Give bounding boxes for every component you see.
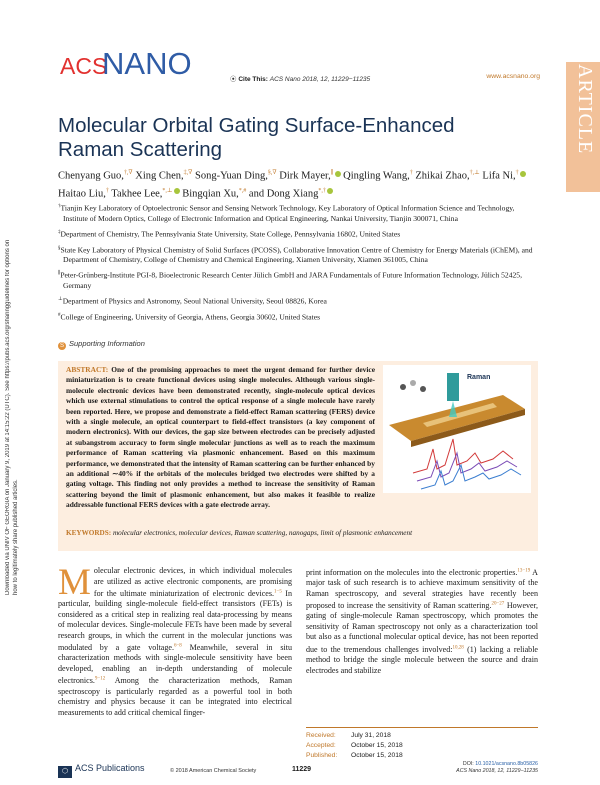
keywords-label: KEYWORDS:	[66, 529, 112, 537]
author[interactable]: Dirk Mayer,	[279, 170, 331, 182]
supporting-info-icon: S	[59, 343, 64, 349]
citation-text: ACS Nano 2018, 12, 11229−11235	[269, 76, 371, 83]
author-affiliation-mark: †,∇	[123, 170, 133, 176]
body-text-segment: Among the characterization methods, Raman spectroscopy is particularly regarded as a powerful tool in both chemistry and physics because it can be integrated into electrical measurements to add critical chemical finger-	[58, 676, 292, 717]
author-affiliation-mark: *,†	[318, 187, 326, 194]
body-column-right	[306, 566, 538, 676]
author[interactable]: Zhikai Zhao,	[415, 170, 470, 182]
author[interactable]: Xing Chen,	[135, 170, 184, 182]
download-note: Downloaded via UNIV OF GEORGIA on January 9, 2019 at 14:15:22 (UTC). See https://pubs.acs.org/sharingguidelines for options on how to legitimately share published articles.	[5, 239, 19, 595]
date-row	[306, 731, 538, 741]
reference-citation[interactable]: 10,28	[452, 644, 464, 650]
lock-icon: ⦿	[230, 76, 237, 83]
author[interactable]: Haitao Liu,	[58, 188, 106, 199]
drop-cap: M	[58, 562, 91, 603]
journal-website-link[interactable]: www.acsnano.org	[486, 73, 540, 80]
citation-line[interactable]	[230, 74, 370, 83]
affiliation-mark: §	[58, 245, 61, 251]
supporting-information-link[interactable]	[58, 339, 145, 350]
author[interactable]: and Dong Xiang	[248, 188, 319, 199]
affiliation	[58, 202, 538, 224]
raman-label: Raman	[467, 374, 491, 381]
article-title: Molecular Orbital Gating Surface-Enhanced Raman Scattering	[58, 114, 455, 161]
page-number: 11229	[292, 766, 312, 773]
date-label: Published:	[306, 752, 338, 759]
body-text-segment: A major task of such research is to achieve maximum sensitivity of the Raman spectroscopy, and several strategies have recently been proposed to increase the sensitivity of Raman scattering.	[306, 567, 538, 610]
body-text-segment: olecular electronic devices, in which individual molecules are utilized as active electronic components, are promising for the ultimate miniaturization of electronic devices.	[93, 566, 292, 598]
orcid-icon[interactable]	[327, 188, 333, 194]
doi-block	[456, 761, 538, 775]
doi-link[interactable]: 10.1021/acsnano.8b05826	[475, 761, 538, 767]
acs-hexagon-icon: ⬡	[58, 766, 72, 778]
affiliation-text: College of Engineering, University of Georgia, Athens, Georgia 30602, United States	[60, 312, 321, 322]
author[interactable]: Bingqian Xu,	[182, 188, 239, 199]
affiliation	[58, 228, 538, 240]
journal-logo	[60, 42, 210, 82]
date-row	[306, 751, 538, 761]
author[interactable]: Qingling Wang,	[343, 170, 410, 182]
author-affiliation-mark: †	[105, 187, 109, 194]
abstract-graphic	[383, 365, 531, 493]
body-text-right	[306, 568, 538, 675]
affiliation-text: State Key Laboratory of Physical Chemistry of Solid Surfaces (PCOSS), Collaborative Innovation Centre of Chemistry for Energy Materials (iChEM), and Department of Chemistry, College of Chemistry and Chemical Engineering, Xiamen University, Xiamen 361005, China	[60, 245, 533, 265]
reference-citation[interactable]: 9−12	[94, 676, 106, 682]
publisher-name: ACS Publications	[75, 763, 145, 773]
copyright: © 2018 American Chemical Society	[170, 768, 257, 774]
reference-citation[interactable]: 20−27	[491, 601, 505, 607]
author-affiliation-mark: *,#	[238, 187, 247, 194]
abstract-text: One of the promising approaches to meet the urgent demand for further device miniaturization is to create functional devices using single molecules. Although various single-molecule electronic devices have been demonstrated recently, single-molecule optical devices which use external stimulations to control the optical response of a single molecule have rarely been reported. Here, we propose and demonstrate a field-effect Raman scattering (FERS) device with a single molecule, an optical counterpart to field-effect transistors (a key component of modern electronics). With our devices, the gap size between electrodes can be precisely adjusted at subangstrom accuracy to form single molecular junctions as well as to reach the maximum performance of Raman scattering via plasmonic enhancement. Based on this maximum performance, we demonstrated that the intensity of Raman scattering can be further enhanced by an additional ∼40% if the orbitals of the molecules bridged two electrodes were shifted by a gating voltage. This finding not only provides a method to increase the sensitivity of Raman scattering beyond the limit of plasmonic enhancement, but also makes it feasible to realize addressable functional FERS devices with a gate electrode array.	[66, 365, 375, 510]
objective-lens	[447, 373, 459, 401]
author-list	[58, 166, 538, 201]
cite-label: Cite This:	[238, 76, 268, 83]
orcid-icon[interactable]	[520, 171, 526, 177]
author[interactable]: Song-Yuan Ding,	[195, 170, 268, 182]
author-affiliation-mark: ‡,∇	[183, 170, 193, 176]
affiliation-list	[58, 202, 538, 327]
author[interactable]: Takhee Lee,	[111, 188, 163, 199]
body-text-segment: (1) lacking a reliable method to bridge the single molecule between the source and drain electrodes and stabilize	[306, 644, 538, 675]
keywords-text: molecular electronics, molecular devices, Raman scattering, nanogaps, limit of plasmonic enhancement	[112, 529, 413, 537]
affiliation	[58, 311, 538, 323]
doi-label: DOI:	[462, 761, 474, 767]
reference-citation[interactable]: 1−5	[274, 589, 282, 594]
author-affiliation-mark: †	[515, 170, 519, 176]
abstract	[66, 365, 531, 511]
affiliation-mark: ⊥	[58, 297, 63, 303]
molecule-atom	[400, 384, 406, 390]
keywords	[66, 529, 531, 537]
article-tab-label: ARTICLE	[574, 64, 596, 155]
date-label: Accepted:	[306, 742, 336, 749]
author[interactable]: Chenyang Guo,	[58, 170, 124, 182]
affiliation-text: Tianjin Key Laboratory of Optoelectronic Sensor and Sensing Network Technology, Key Laboratory of Optical Information Science and Technology, Institute of Modern Optics, College of Electronic Information and Optical Engineering, Nankai University, Tianjin 300071, China	[60, 203, 515, 223]
date-value: October 15, 2018	[351, 752, 403, 759]
affiliation-mark: ∥	[58, 271, 61, 277]
date-value: July 31, 2018	[351, 732, 391, 739]
affiliation	[58, 244, 538, 266]
reference-citation[interactable]: 13−19	[517, 568, 531, 573]
publication-dates	[306, 727, 538, 761]
affiliation-text: Department of Chemistry, The Pennsylvania State University, State College, Pennsylvania 16802, United States	[60, 229, 401, 239]
author-affiliation-mark: *,⊥	[162, 187, 173, 194]
affiliation	[58, 295, 538, 307]
abstract-label: ABSTRACT:	[66, 365, 109, 374]
orcid-icon[interactable]	[335, 171, 341, 177]
molecule-atom	[420, 386, 426, 392]
author[interactable]: Lifa Ni,	[482, 170, 516, 182]
affiliation-mark: †	[58, 204, 61, 209]
body-text-segment: However, gating of single-molecule Raman spectroscopy, which promotes the sensitivity of Raman spectroscopy not only as a characterization tool but also as a functional molecular optical device, has not been reported due to the tremendous challenges involved:	[306, 600, 538, 654]
journal-logo-acs: ACS	[60, 53, 108, 79]
supporting-info-label: Supporting Information	[69, 339, 145, 348]
acs-publications-logo[interactable]	[58, 763, 145, 778]
date-label: Received:	[306, 732, 336, 739]
affiliation	[58, 269, 538, 291]
reference-citation[interactable]: 6−8	[173, 643, 182, 649]
affiliation-text: Peter-Grünberg-Institute PGI-8, Bioelectronic Research Center Jülich GmbH and JARA Fundamentals of Future Information Technology, Jülich 52425, Germany	[60, 271, 522, 291]
date-value: October 15, 2018	[351, 742, 403, 749]
body-text-segment: print information on the molecules into the electronic properties.	[306, 567, 518, 577]
journal-logo-nano: NANO	[102, 46, 192, 81]
body-text-segment: In particular, building single-molecule field-effect transistors (FETs) is considered as a critical step in realizing real data-processing by means of molecular devices. Single-molecule FETs have been made by several research groups, in which the current in the molecular junctions was modulated by a gate voltage.	[58, 588, 292, 652]
date-row	[306, 741, 538, 751]
orcid-icon[interactable]	[174, 188, 180, 194]
body-text-segment: Meanwhile, several in situ characterization methods with single-molecule sensitivity have been developed, enabling an in-depth understanding of molecule electronics.	[58, 642, 292, 686]
author-affiliation-mark: §,∇	[267, 170, 277, 176]
author-affiliation-mark: ∥	[330, 170, 334, 176]
molecule-atom	[410, 380, 416, 386]
author-affiliation-mark: †	[409, 170, 413, 176]
footer-citation: ACS Nano 2018, 12, 11229−11235	[456, 768, 538, 774]
affiliation-mark: #	[58, 313, 61, 319]
body-text-left	[58, 562, 292, 717]
body-column-left	[58, 562, 292, 718]
affiliation-text: Department of Physics and Astronomy, Seoul National University, Seoul 08826, Korea	[62, 296, 327, 306]
affiliation-mark: ‡	[58, 229, 61, 235]
author-affiliation-mark: †,⊥	[469, 170, 480, 176]
